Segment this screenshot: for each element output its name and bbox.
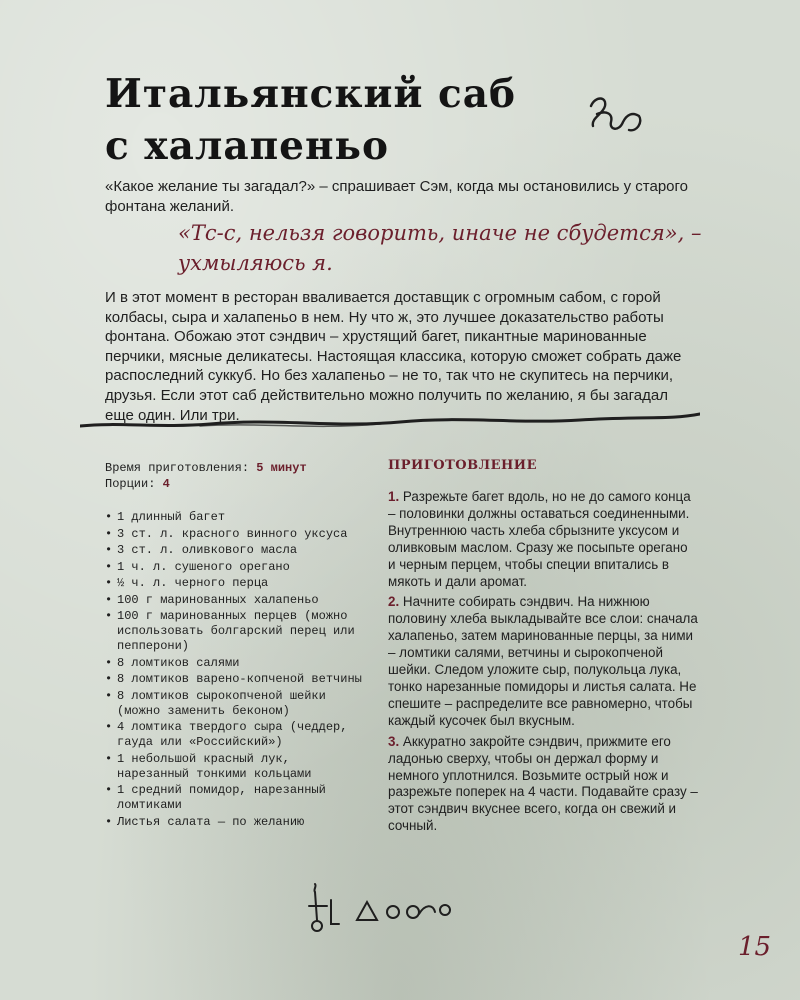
ingredient-item: • 3 ст. л. красного винного уксуса (105, 527, 367, 542)
servings-label: Порции: (105, 477, 156, 491)
servings-value: 4 (162, 477, 170, 491)
ingredient-item: • 100 г маринованных перцев (можно использовать болгарский перец или пепперони) (105, 609, 367, 654)
page-number: 15 (738, 932, 772, 962)
ingredient-item: • Листья салата — по желанию (105, 815, 367, 830)
step-text: Аккуратно закройте сэндвич, прижмите его ладонью сверху, чтобы он держал форму и немного уплотнился. Возьмите острый нож и разрежьте поперек на 4 части. Подавайте сразу – этот сэндвич вкуснее всего, когда он свежий и сочный. (388, 733, 698, 834)
ingredient-item: • ½ ч. л. черного перца (105, 576, 367, 591)
step-number: 2. (388, 594, 400, 610)
ingredient-item: • 3 ст. л. оливкового масла (105, 543, 367, 558)
ingredient-item: • 1 небольшой красный лук, нарезанный тонкими кольцами (105, 752, 367, 782)
step-item (388, 594, 698, 729)
ingredients-list (105, 510, 367, 831)
story-paragraph: И в этот момент в ресторан вваливается доставщик с огромным сабом, с горой колбасы, сыра и халапеньо в нем. Ну что ж, это лучшее доказательство работы фонтана. Обожаю этот сэндвич – хрустящий багет, пикантные маринованные перчики, мясные деликатесы. Настоящая классика, которую сможет собрать даже распоследний суккуб. Но без халапеньо – не то, так что не скупитесь на перчики, друзья. Если этот саб действительно можно получить по желанию, я бы загадал еще один. Или три. (105, 289, 682, 424)
ingredient-item: • 1 длинный багет (105, 510, 367, 525)
ingredient-item: • 8 ломтиков салями (105, 656, 367, 671)
ink-divider (80, 402, 700, 438)
ingredient-item: • 8 ломтиков сырокопченой шейки (можно заменить беконом) (105, 689, 367, 719)
ingredient-item: • 100 г маринованных халапеньо (105, 593, 367, 608)
servings (105, 476, 365, 492)
steps-heading: ПРИГОТОВЛЕНИЕ (388, 458, 537, 473)
ingredient-item: • 8 ломтиков варено-копченой ветчины (105, 672, 367, 687)
scribble-icon (585, 92, 645, 140)
step-number: 1. (388, 489, 400, 504)
quote-line-1: «Тс-с, нельзя говорить, иначе не сбудется», – (178, 221, 702, 245)
sigil-doodle-icon (305, 876, 495, 936)
handwritten-quote (178, 218, 708, 278)
title-line-1: Итальянский саб (105, 71, 516, 117)
quote-line-2: ухмыляюсь я. (178, 251, 333, 275)
prep-time-label: Время приготовления: (105, 461, 250, 475)
step-text: Разрежьте багет вдоль, но не до самого конца – половинки должны оставаться соединенными. Внутреннюю часть хлеба сбрызните уксусом и оливковым маслом. Сразу же посыпьте орегано и черным перцем, чтобы специи впитались в мякоть и дали аромат. (388, 489, 691, 589)
title-line-2: с халапеньо (105, 123, 389, 169)
prep-time-value: 5 минут (256, 461, 307, 475)
ingredient-item: • 1 средний помидор, нарезанный ломтиками (105, 783, 367, 813)
step-text: Начните собирать сэндвич. На нижнюю половину хлеба выкладывайте все слои: сначала халапеньо, затем маринованные перцы, за ними – ломтики салями, ветчины и сырокопченой шейки. Следом уложите сыр, полукольца лука, тонко нарезанные помидоры и листья салата. Не спешите – распределите все равномерно, чтобы каждый кусочек был вкусным. (388, 594, 698, 728)
step-item (388, 489, 698, 590)
steps-list (388, 489, 698, 839)
ingredient-item: • 1 ч. л. сушеного орегано (105, 560, 367, 575)
step-number: 3. (388, 733, 400, 749)
intro-text: «Какое желание ты загадал?» – спрашивает Сэм, когда мы остановились у старого фонтана желаний. (105, 178, 689, 215)
recipe-meta (105, 460, 365, 492)
ingredient-item: • 4 ломтика твердого сыра (чеддер, гауда или «Российский») (105, 720, 367, 750)
recipe-title (105, 68, 585, 172)
step-item (388, 734, 698, 835)
prep-time (105, 460, 365, 476)
